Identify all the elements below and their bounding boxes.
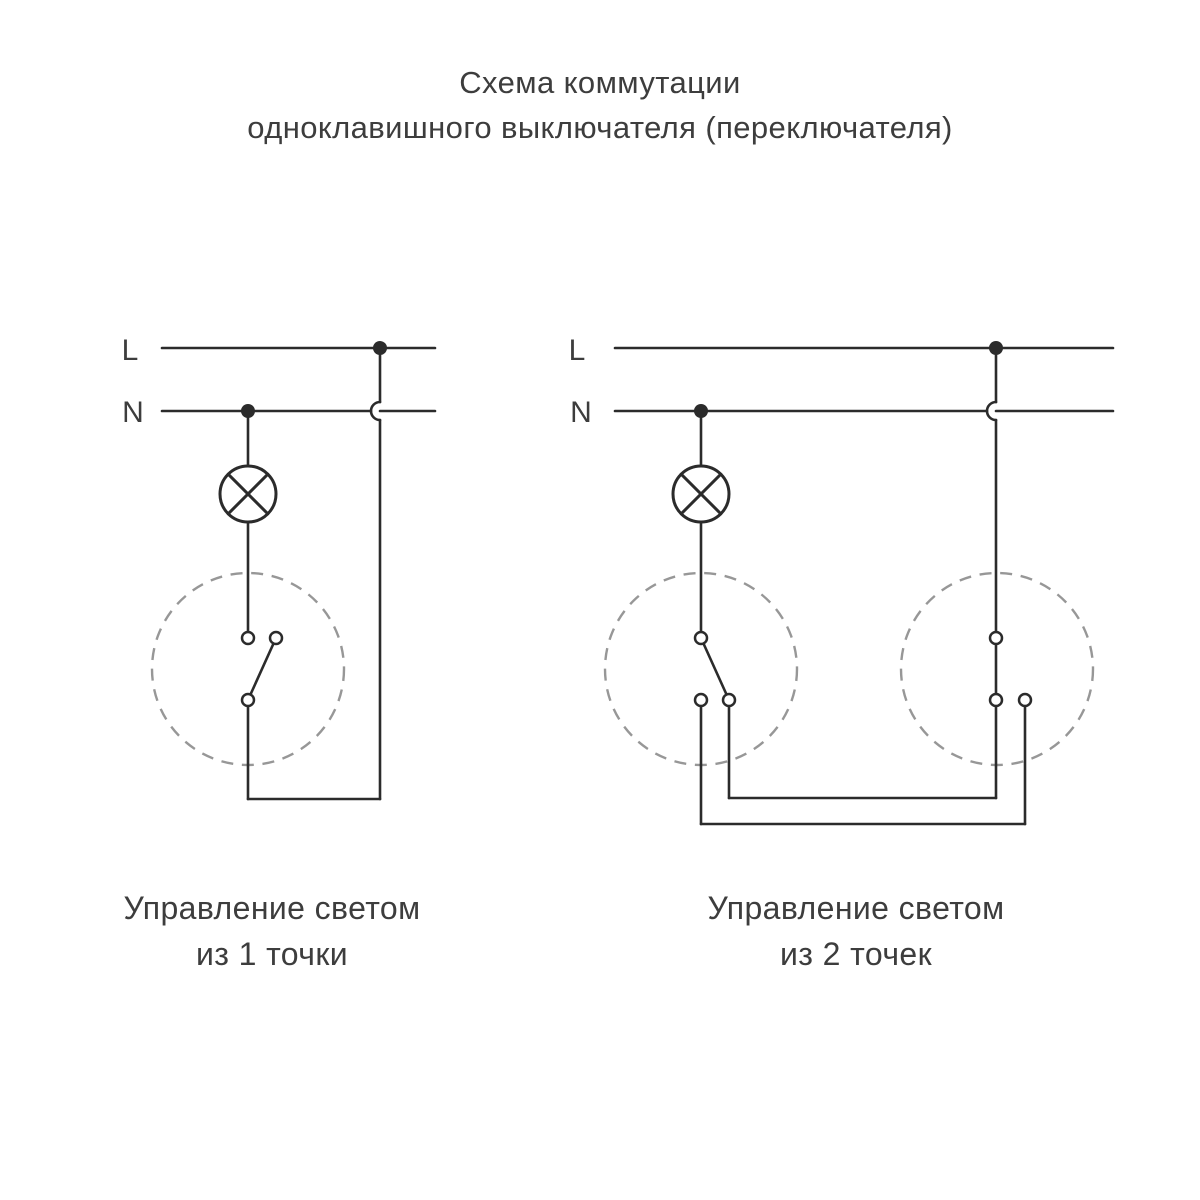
switch-lever: [248, 638, 276, 700]
live-wire-label: L: [568, 334, 586, 367]
junction-dot-live: [989, 341, 1003, 355]
caption-single-point: [22, 885, 522, 977]
caption-single-point-line-2: из 1 точки: [195, 936, 349, 972]
switch-terminal-top-right: [270, 632, 282, 644]
caption-two-point-line-2: из 2 точек: [780, 936, 932, 972]
switch-terminal-top-left: [242, 632, 254, 644]
switch-2-terminal-bottom-right: [1019, 694, 1031, 706]
caption-single-point-line-1: Управление светом: [123, 890, 421, 926]
live-wire-label: L: [121, 334, 139, 367]
switch-1-lever: [701, 638, 729, 700]
caption-two-point: [606, 885, 1106, 977]
junction-dot-neutral: [694, 404, 708, 418]
switch-2-terminal-top: [990, 632, 1002, 644]
caption-two-point-line-1: Управление светом: [707, 890, 1005, 926]
diagram-single-point: [122, 334, 435, 799]
title-line-1: Схема коммутации: [459, 65, 741, 100]
wire-crossover-hop: [987, 402, 996, 420]
switch-1-terminal-bottom-left: [695, 694, 707, 706]
diagram-two-point: [569, 334, 1113, 824]
switch-1-terminal-bottom-right: [723, 694, 735, 706]
neutral-wire-label: N: [122, 396, 144, 429]
junction-dot-live: [373, 341, 387, 355]
title-line-2: одноклавишного выключателя (переключателя): [247, 110, 953, 145]
switch-terminal-bottom: [242, 694, 254, 706]
neutral-wire-label: N: [570, 396, 592, 429]
junction-dot-neutral: [241, 404, 255, 418]
wire-crossover-hop: [371, 402, 380, 420]
switch-1-terminal-top: [695, 632, 707, 644]
switch-2-terminal-bottom-left: [990, 694, 1002, 706]
